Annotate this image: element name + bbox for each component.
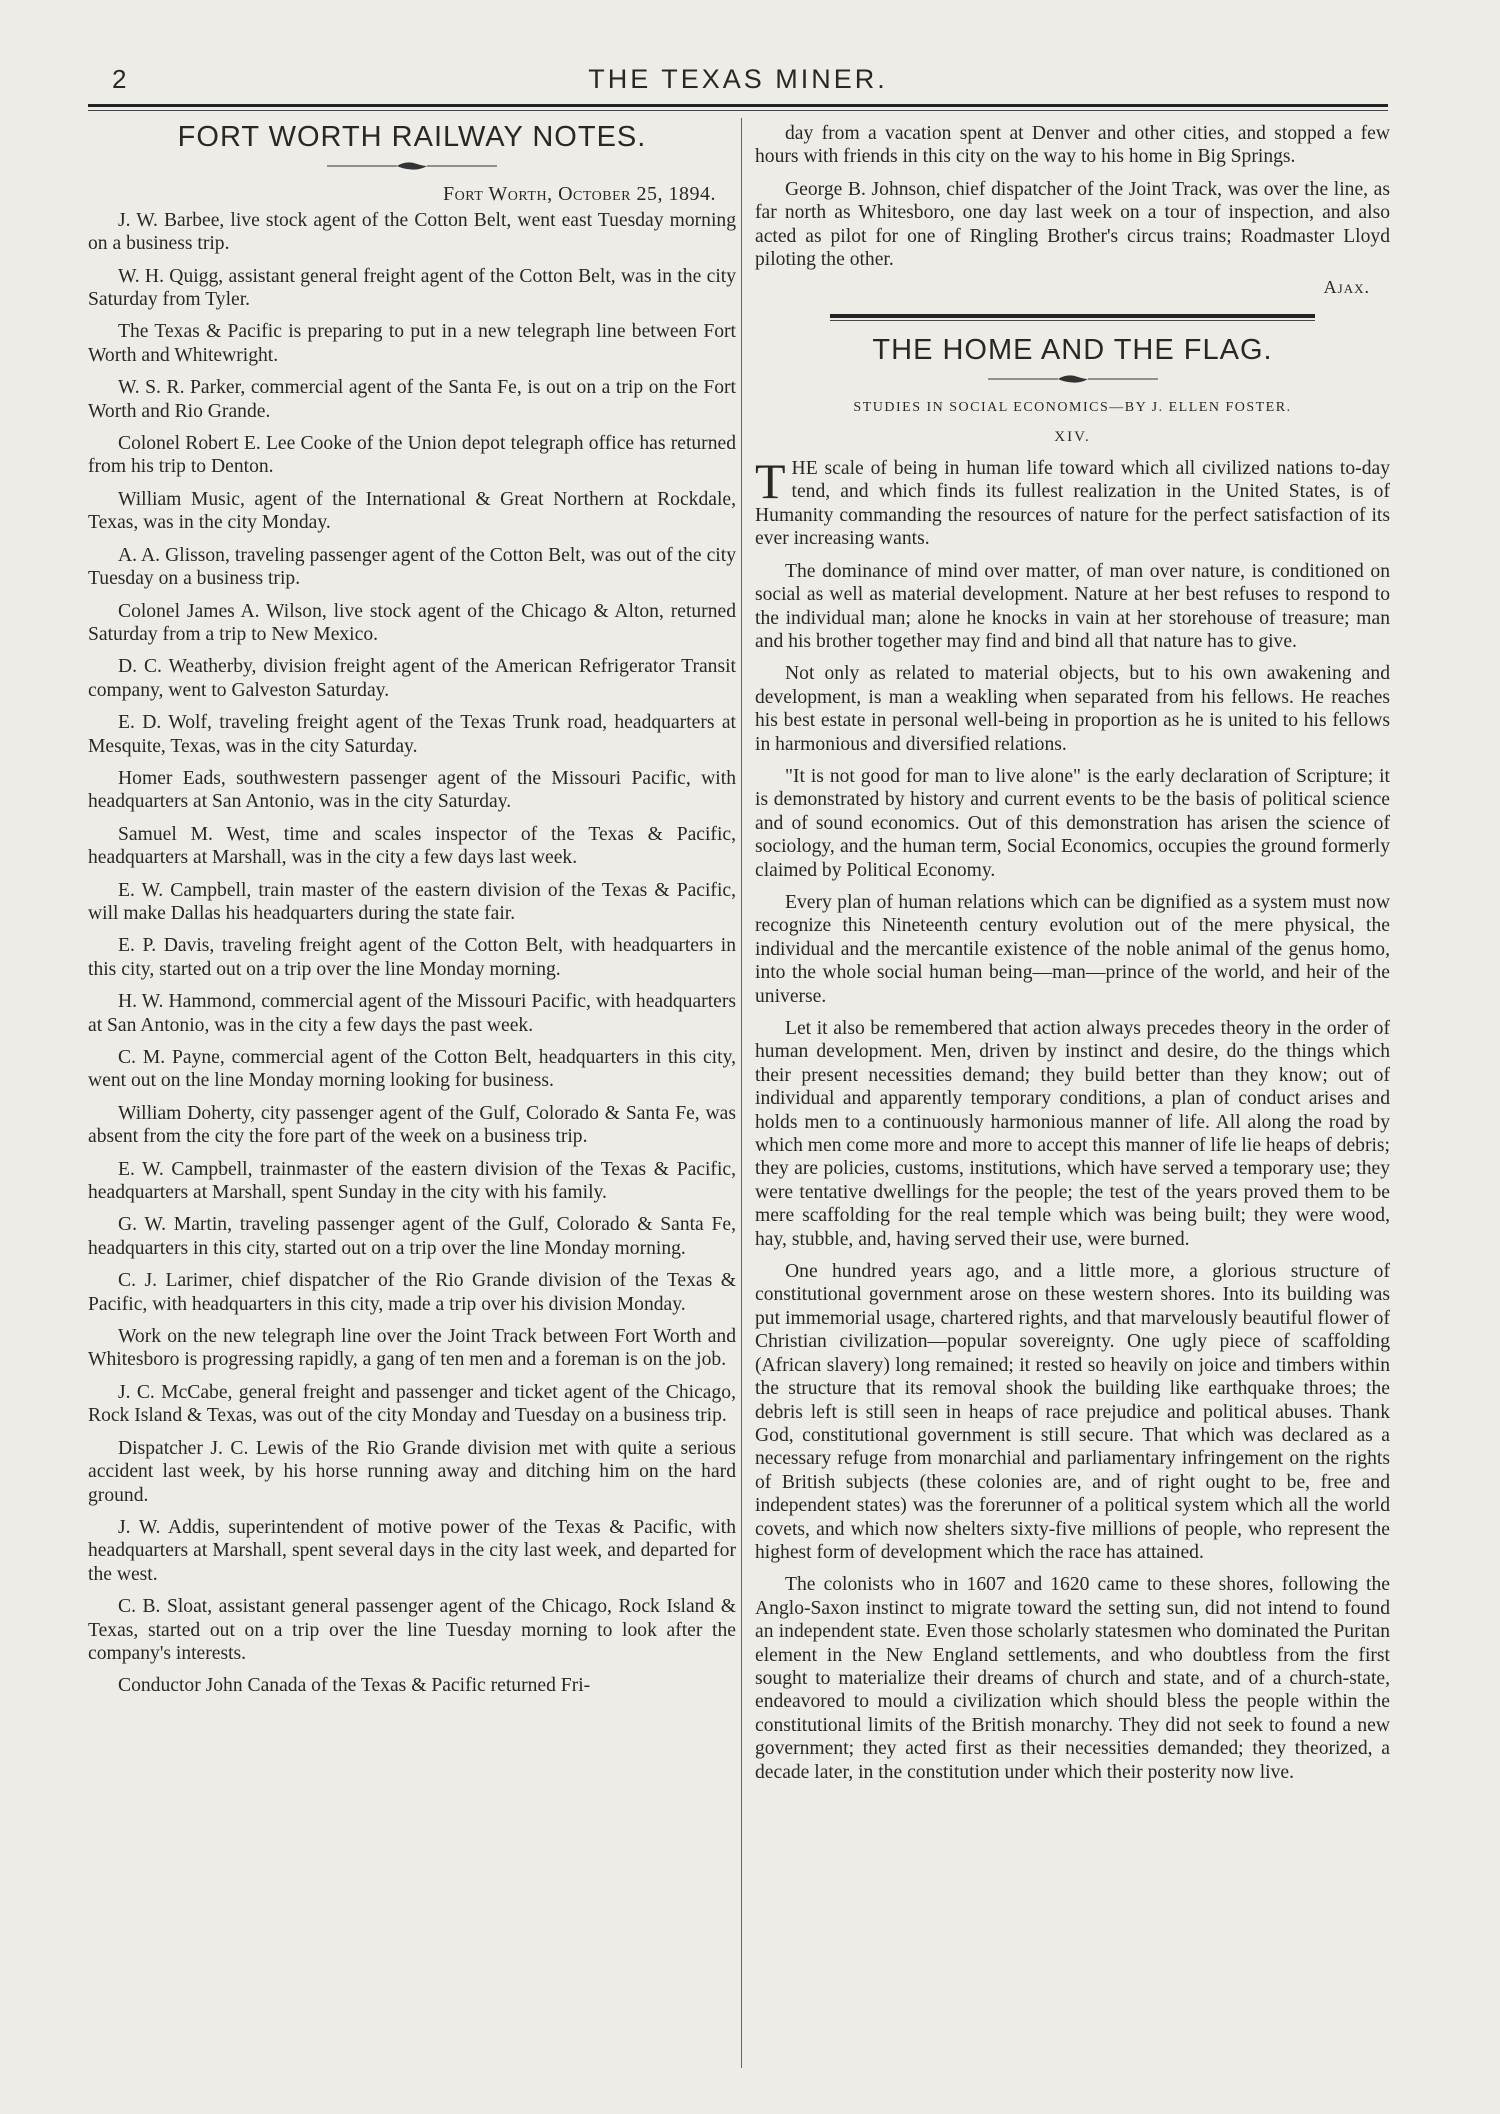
news-item: D. C. Weatherby, division freight agent of the American Refrigerator Transit company, went to Galveston Saturday. (88, 656, 736, 701)
news-item: A. A. Glisson, traveling passenger agent of the Cotton Belt, was out of the city Tuesday on a business trip. (88, 544, 736, 590)
essay-paragraphs (755, 560, 1390, 1784)
masthead: THE TEXAS MINER. (588, 64, 888, 94)
news-item: Dispatcher J. C. Lewis of the Rio Grande division met with quite a serious accident last week, by his horse running away and ditching him on the hard ground. (88, 1437, 736, 1506)
news-item: E. W. Campbell, trainmaster of the eastern division of the Texas & Pacific, headquarters at Marshall, spent Sunday in the city with his family. (88, 1158, 736, 1204)
essay-paragraph: Not only as related to material objects, but to his own awakening and development, is man a weakling when separated from his fellows. He reaches his best estate in personal well-being in proportion as he is united to his fellows in harmonious and diversified relations. (755, 663, 1390, 755)
section-rule-thick (830, 314, 1315, 318)
news-item: Work on the new telegraph line over the Joint Track between Fort Worth and Whitesboro is progressing rapidly, a gang of ten men and a foreman is on the job. (88, 1326, 736, 1371)
right-column (755, 122, 1390, 1793)
railway-notes-continued (755, 122, 1390, 271)
section-rule-thin (830, 320, 1315, 321)
news-item: Colonel Robert E. Lee Cooke of the Union depot telegraph office has returned from his trip to Denton. (88, 433, 736, 478)
ornament-divider-icon (988, 372, 1158, 386)
news-item: C. M. Payne, commercial agent of the Cotton Belt, headquarters in this city, went out on the line Monday morning looking for business. (88, 1047, 736, 1092)
page-number: 2 (112, 64, 128, 94)
news-item: day from a vacation spent at Denver and other cities, and stopped a few hours with friends in this city on the way to his home in Big Springs. (755, 123, 1390, 168)
first-paragraph-text: HE scale of being in human life toward which all civilized nations to-day tend, and which finds its fullest realization in the United States, is of Humanity commanding the resources of nature for the perfect satisfaction of its ever increasing wants. (755, 458, 1390, 550)
news-item: Homer Eads, southwestern passenger agent of the Missouri Pacific, with headquarters at San Antonio, was in the city Saturday. (88, 767, 736, 813)
series-number: XIV. (1054, 428, 1091, 445)
essay-paragraph: The dominance of mind over matter, of man over nature, is conditioned on social as well as material development. Nature at her best refuses to respond to the individual man; alone he knocks in vain at her storehouse of treasure; man and his brother together may find and bind all that nature has to give. (755, 560, 1390, 652)
essay-paragraph: Every plan of human relations which can be dignified as a system must now recognize this Nineteenth century evolution out of the mere physical, the individual and the mercantile existence of the noble animal of the genus homo, into the whole social human being—man—prince of the world, and heir of the universe. (755, 891, 1390, 1007)
news-item: C. B. Sloat, assistant general passenger agent of the Chicago, Rock Island & Texas, started out on a trip over the line Tuesday morning to look after the company's interests. (88, 1596, 736, 1664)
news-item: J. W. Barbee, live stock agent of the Cotton Belt, went east Tuesday morning on a business trip. (88, 209, 736, 255)
news-item: Conductor John Canada of the Texas & Pacific returned Fri- (118, 1675, 591, 1697)
news-item: E. W. Campbell, train master of the eastern division of the Texas & Pacific, will make Dallas his headquarters during the state fair. (88, 879, 736, 924)
news-item: C. J. Larimer, chief dispatcher of the Rio Grande division of the Texas & Pacific, with headquarters in this city, made a trip over his division Monday. (88, 1270, 736, 1315)
news-item: George B. Johnson, chief dispatcher of the Joint Track, was over the line, as far north as Whitesboro, one day last week on a tour of inspection, and also acted as pilot for one of Ringling Brother's circus trains; Roadmaster Lloyd piloting the other. (755, 178, 1390, 271)
first-paragraph (755, 453, 1390, 551)
dateline: Fort Worth, October 25, 1894. (443, 183, 716, 206)
header-rule (88, 104, 1388, 107)
news-item: E. P. Davis, traveling freight agent of the Cotton Belt, with headquarters in this city, started out on a trip over the line Monday morning. (88, 935, 736, 980)
left-column (88, 122, 736, 1707)
article-title-railway: FORT WORTH RAILWAY NOTES. (177, 121, 647, 153)
news-item: E. D. Wolf, traveling freight agent of the Texas Trunk road, headquarters at Mesquite, Texas, was in the city Saturday. (88, 712, 736, 757)
drop-cap: T (755, 453, 786, 510)
essay-paragraph: The colonists who in 1607 and 1620 came to these shores, following the Anglo-Saxon instinct to migrate toward the setting sun, did not intend to found an independent state. Even those scholarly statesmen who dominated the Puritan element in the New England settlements, and who doubtless from the first sought to materialize their dreams of church and state, and of a church-state, endeavored to mould a civilization which should bless the people within the constitutional limits of the British monarchy. They did not seek to found a new government; they acted first as their necessities demanded; they theorized, a decade later, in the constitution under which their posterity now live. (755, 1574, 1390, 1783)
essay-paragraph: One hundred years ago, and a little more, a glorious structure of constitutional government arose on these western shores. Into its building was put immemorial usage, chartered rights, and that marvelously beautiful flower of Christian civilization—popular sovereignty. One ugly piece of scaffolding (African slavery) long remained; it rested so heavily on joice and timbers within the structure that its removal shook the building like earthquake throes; the debris left is still seen in heaps of race prejudice and political abuses. Thank God, constitutional government is still secure. That which was declared as a necessary refuge from monarchial and parliamentary infringement on the rights of British subjects (these colonies are, and of right ought to be, free and independent states) was the forerunner of a political system which all the world covets, and which now shelters sixty-five millions of people, who represent the highest form of development which the race has attained. (755, 1261, 1390, 1563)
news-item: G. W. Martin, traveling passenger agent of the Gulf, Colorado & Santa Fe, headquarters in this city, started out on a trip over the line Monday morning. (88, 1214, 736, 1259)
railway-notes-list (88, 209, 736, 1698)
essay-paragraph: "It is not good for man to live alone" is the early declaration of Scripture; it is demonstrated by history and current events to be the basis of political science and of sound economics. Out of this demonstration has arisen the science of sociology, and the human term, Social Economics, occupies the ground formerly claimed by Political Economy. (755, 765, 1390, 881)
header-rule-thin (88, 110, 1388, 111)
news-item: H. W. Hammond, commercial agent of the Missouri Pacific, with headquarters at San Antonio, was in the city a few days the past week. (88, 991, 736, 1036)
news-item: J. W. Addis, superintendent of motive power of the Texas & Pacific, with headquarters at Marshall, spent several days in the city last week, and departed for the west. (88, 1516, 736, 1585)
article-title-home-flag: THE HOME AND THE FLAG. (872, 333, 1273, 366)
ornament-divider-icon (327, 159, 497, 173)
news-item: J. C. McCabe, general freight and passenger and ticket agent of the Chicago, Rock Island & Texas, was out of the city Monday and Tuesday on a business trip. (88, 1381, 736, 1427)
news-item: W. S. R. Parker, commercial agent of the Santa Fe, is out on a trip on the Fort Worth and Rio Grande. (88, 377, 736, 422)
news-item: Samuel M. West, time and scales inspector of the Texas & Pacific, headquarters at Marshall, was in the city a few days last week. (88, 823, 736, 869)
news-item: The Texas & Pacific is preparing to put in a new telegraph line between Fort Worth and Whitewright. (88, 321, 736, 366)
page-header (88, 62, 1388, 102)
column-divider (741, 118, 742, 2068)
news-item: Colonel James A. Wilson, live stock agent of the Chicago & Alton, returned Saturday from a trip to New Mexico. (88, 600, 736, 645)
news-item: William Doherty, city passenger agent of the Gulf, Colorado & Santa Fe, was absent from the city the fore part of the week on a business trip. (88, 1102, 736, 1148)
essay-paragraph: Let it also be remembered that action always precedes theory in the order of human development. Men, driven by instinct and desire, do the things which their present necessities demand; they build better than they know; out of individual and apparently temporary conditions, a plan of conduct arises and holds men to a continuously harmonious manner of life. All along the road by which men come more and more to accept this manner of life lie heaps of debris; they are policies, customs, institutions, which have served a temporary use; they were tentative dwellings for the people; the test of the years proved them to be mere scaffolding for the real temple which was being built; they were wood, hay, stubble, and, having served their use, were burned. (755, 1018, 1390, 1250)
news-item: W. H. Quigg, assistant general freight agent of the Cotton Belt, was in the city Saturday from Tyler. (88, 265, 736, 311)
news-item: William Music, agent of the International & Great Northern at Rockdale, Texas, was in the city Monday. (88, 488, 736, 534)
signature: Ajax. (1323, 277, 1370, 298)
series-byline: STUDIES IN SOCIAL ECONOMICS—BY J. ELLEN FOSTER. (853, 400, 1292, 416)
